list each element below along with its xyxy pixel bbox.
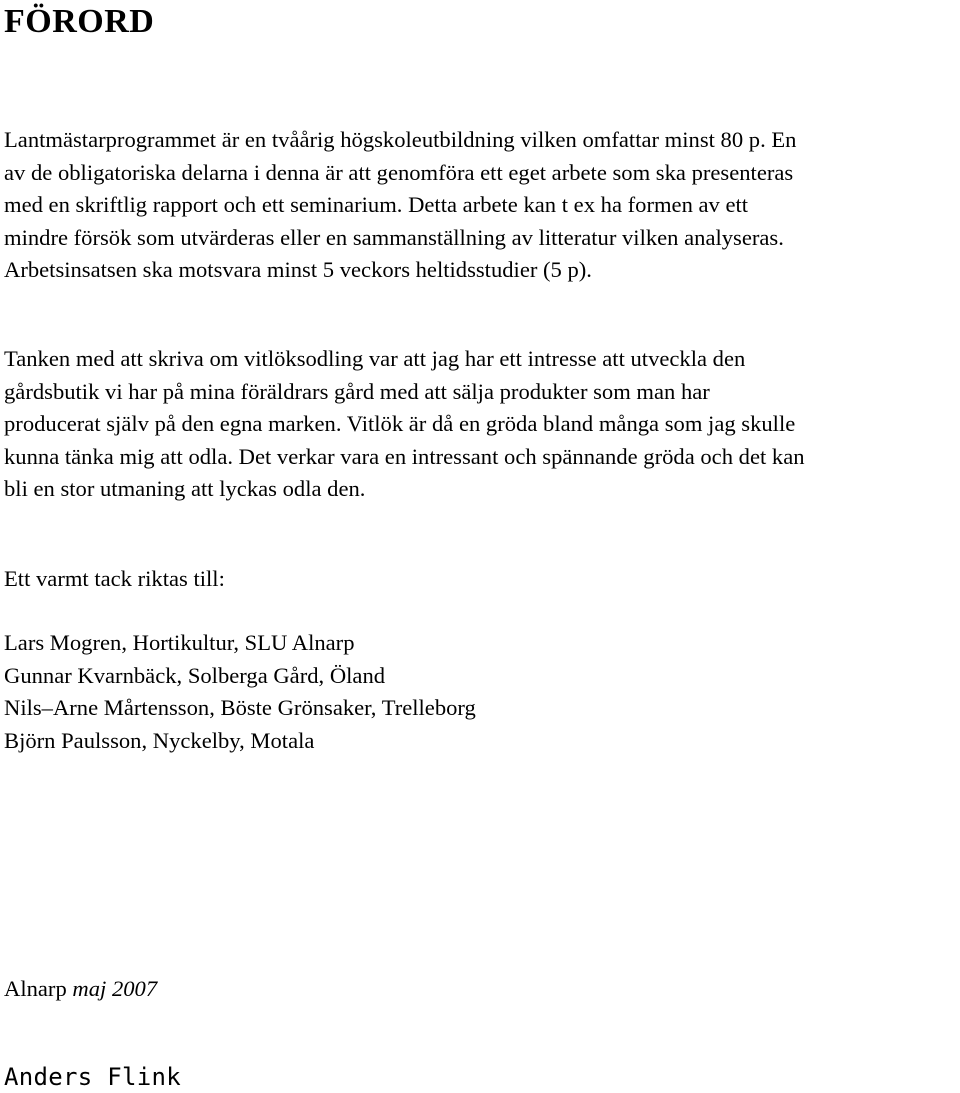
- motivation-paragraph: [4, 343, 956, 506]
- intro-paragraph: [4, 124, 956, 287]
- thanks-list: [4, 627, 956, 757]
- motivation-line: gårdsbutik vi har på mina föräldrars gård med att sälja produkter som man har: [4, 378, 710, 404]
- intro-line: med en skriftlig rapport och ett seminarium. Detta arbete kan t ex ha formen av ett: [4, 192, 749, 217]
- motivation-line: kunna tänka mig att odla. Det verkar vara en intressant och spännande gröda och det kan: [4, 443, 805, 469]
- page-title: FÖRORD: [4, 3, 155, 40]
- intro-line: mindre försök som utvärderas eller en sammanställning av litteratur vilken analyseras.: [4, 224, 784, 250]
- thanks-list-item: Lars Mogren, Hortikultur, SLU Alnarp: [4, 630, 355, 655]
- intro-line: av de obligatoriska delarna i denna är att genomföra ett eget arbete som ska presenteras: [4, 159, 794, 185]
- intro-line: Arbetsinsatsen ska motsvara minst 5 veckors heltidsstudier (5 p).: [4, 257, 592, 282]
- author-signature: Anders Flink: [4, 1063, 181, 1091]
- thanks-list-item: Nils–Arne Mårtensson, Böste Grönsaker, Trelleborg: [4, 695, 476, 720]
- intro-line: Lantmästarprogrammet är en tvåårig högskoleutbildning vilken omfattar minst 80 p. En: [4, 127, 797, 152]
- place-and-date: [4, 973, 956, 1006]
- place: Alnarp: [4, 976, 67, 1001]
- date: maj 2007: [72, 976, 158, 1001]
- motivation-line: producerat själv på den egna marken. Vitlök är då en gröda bland många som jag skulle: [4, 411, 796, 436]
- thanks-heading: Ett varmt tack riktas till:: [4, 566, 225, 591]
- motivation-line: Tanken med att skriva om vitlöksodling var att jag har ett intresse att utveckla den: [4, 346, 746, 371]
- motivation-line: bli en stor utmaning att lyckas odla den.: [4, 476, 366, 501]
- thanks-list-item: Björn Paulsson, Nyckelby, Motala: [4, 727, 315, 753]
- thanks-list-item: Gunnar Kvarnbäck, Solberga Gård, Öland: [4, 662, 386, 688]
